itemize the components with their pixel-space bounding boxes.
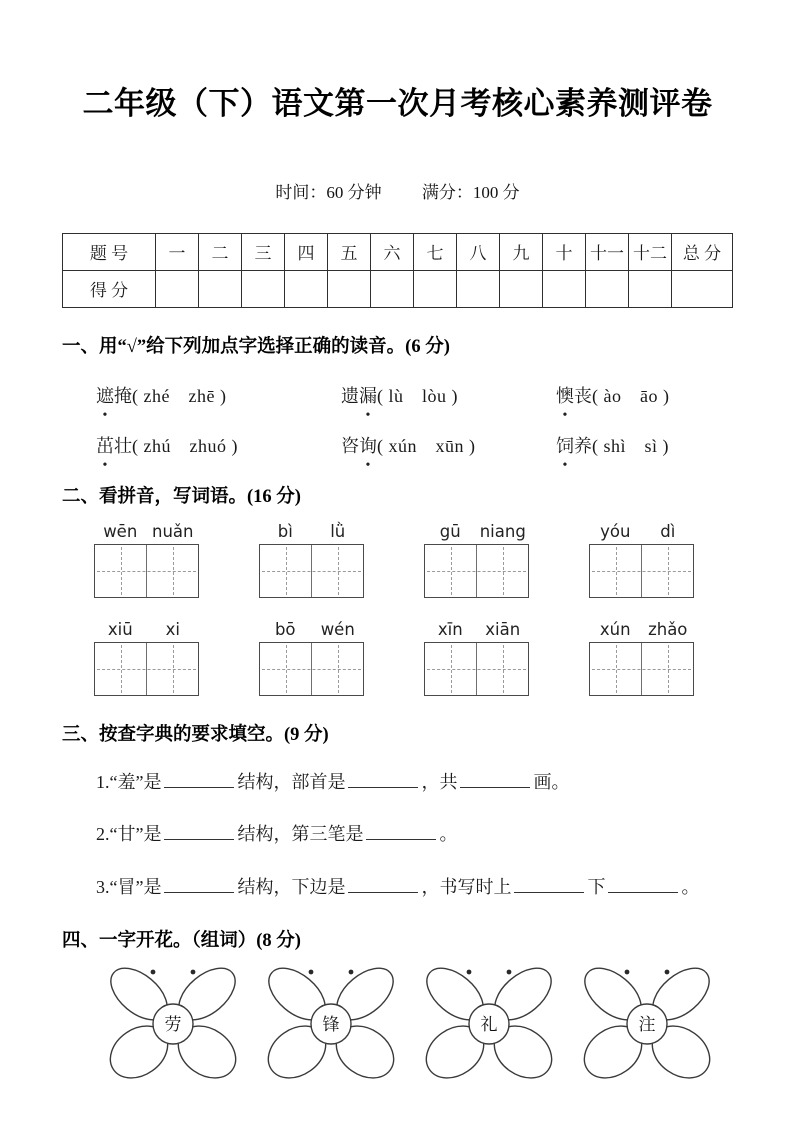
score-cell [242, 270, 285, 307]
flower-diagram-icon [416, 964, 562, 1086]
petal-tip-dot-icon [665, 970, 670, 975]
petal-tip-dot-icon [467, 970, 472, 975]
question-text: 结构，第三笔是 [237, 824, 364, 845]
score-table-col-header: 九 [500, 233, 543, 270]
flower-center-char: 礼 [480, 1015, 498, 1035]
score-table-col-header: 二 [199, 233, 242, 270]
petal-tip-dot-icon [309, 970, 314, 975]
score-table [62, 233, 733, 308]
score-row-label: 得 分 [63, 270, 156, 307]
flower-center-char: 注 [638, 1015, 656, 1035]
pinyin-syllable: xún [599, 619, 631, 639]
pinyin-syllable: bì [277, 521, 293, 541]
score-table-header-row [63, 233, 733, 270]
word-char: 掩 [114, 385, 132, 406]
pinyin-syllable: niang [479, 521, 526, 541]
target-word [96, 436, 132, 456]
writing-cell [95, 545, 146, 597]
writing-grid [94, 642, 199, 696]
question-text: ，共 [421, 771, 458, 792]
score-cell [500, 270, 543, 307]
score-cell [285, 270, 328, 307]
score-cell [156, 270, 199, 307]
section-three-heading: 三、按查字典的要求填空。(9 分) [62, 724, 329, 745]
score-table-col-header: 七 [414, 233, 457, 270]
word-char: 壮 [114, 435, 132, 456]
writing-cell [146, 643, 198, 695]
writing-cell [425, 643, 476, 695]
dotted-char: 饲 [556, 435, 574, 456]
answer-blank [366, 821, 436, 840]
answer-blank [514, 874, 584, 893]
pinyin-label [259, 522, 364, 541]
section-one [62, 332, 733, 458]
answer-blank [164, 821, 234, 840]
dictionary-question [96, 873, 733, 902]
section-three [62, 720, 733, 902]
full-score-label: 满分：100 分 [421, 182, 520, 202]
pinyin-syllable: gū [439, 521, 461, 541]
writing-grid [424, 544, 529, 598]
pinyin-syllable: xi [165, 619, 180, 639]
writing-cell [641, 643, 693, 695]
dictionary-question [96, 820, 733, 849]
score-cell [629, 270, 672, 307]
pinyin-choice-item [96, 382, 341, 408]
dotted-char: 懊 [556, 385, 574, 406]
writing-cell [425, 545, 476, 597]
answer-blank [348, 769, 418, 788]
pinyin-syllable: wēn [103, 521, 138, 541]
question-number-label: 题 号 [63, 233, 156, 270]
writing-grid [259, 544, 364, 598]
score-table-col-header: 十一 [586, 233, 629, 270]
writing-cell [311, 643, 363, 695]
word-flower [100, 964, 246, 1091]
writing-cell [260, 545, 311, 597]
section-four [62, 926, 733, 1091]
answer-blank [164, 874, 234, 893]
score-table-col-header: 三 [242, 233, 285, 270]
score-table-col-header: 十 [543, 233, 586, 270]
score-table-col-header: 四 [285, 233, 328, 270]
writing-cell [590, 545, 641, 597]
dotted-char: 询 [359, 435, 377, 456]
pronunciation-options: ( zhú zhuó ) [132, 435, 238, 456]
dictionary-questions [96, 768, 733, 902]
pinyin-syllable: zhǎo [648, 619, 688, 639]
writing-cell [95, 643, 146, 695]
score-cell [328, 270, 371, 307]
target-word [556, 436, 592, 456]
pinyin-writing-item [589, 522, 694, 598]
pinyin-label [424, 522, 529, 541]
petal-tip-dot-icon [349, 970, 354, 975]
writing-cell [590, 643, 641, 695]
pinyin-choice-item [556, 432, 733, 458]
writing-cell [641, 545, 693, 597]
pinyin-syllable: dì [660, 521, 676, 541]
flower-center-char: 锋 [322, 1015, 340, 1035]
writing-cell [476, 643, 528, 695]
pinyin-writing-item [259, 620, 364, 696]
question-text: 结构，部首是 [237, 771, 346, 792]
pinyin-label [94, 620, 199, 639]
pinyin-choice-item [341, 382, 556, 408]
dotted-char: 茁 [96, 435, 114, 456]
pinyin-writing-item [424, 522, 529, 598]
score-cell [586, 270, 629, 307]
score-cell [199, 270, 242, 307]
pinyin-writing-item [259, 522, 364, 598]
pinyin-writing-item [589, 620, 694, 696]
pinyin-writing-item [94, 620, 199, 696]
word-char: 咨 [341, 435, 359, 456]
score-table-col-header: 六 [371, 233, 414, 270]
question-text: 下 [587, 877, 606, 898]
petal-tip-dot-icon [625, 970, 630, 975]
pinyin-choice-item [556, 382, 733, 408]
writing-grid [94, 544, 199, 598]
writing-cell [311, 545, 363, 597]
petal-tip-dot-icon [151, 970, 156, 975]
pinyin-syllable: xiū [107, 619, 133, 639]
question-text: 。 [681, 877, 700, 898]
pronunciation-options: ( ào āo ) [592, 385, 670, 406]
score-cell [457, 270, 500, 307]
pinyin-writing-item [424, 620, 529, 696]
answer-blank [348, 874, 418, 893]
pronunciation-options: ( lù lòu ) [377, 385, 458, 406]
answer-blank [608, 874, 678, 893]
target-word [96, 386, 132, 406]
writing-grid [424, 642, 529, 696]
pinyin-syllable: xiān [485, 619, 521, 639]
target-word [341, 436, 377, 456]
section-four-heading: 四、一字开花。（组词）(8 分) [62, 931, 301, 952]
question-text: 3.“冒”是 [96, 877, 162, 898]
pinyin-choice-item [341, 432, 556, 458]
section-two [62, 482, 733, 696]
pinyin-choice-list [96, 382, 733, 458]
word-flower [416, 964, 562, 1091]
score-table-col-header: 一 [156, 233, 199, 270]
score-table-col-header: 十二 [629, 233, 672, 270]
section-two-heading: 二、看拼音，写词语。(16 分) [62, 486, 301, 507]
writing-cell [476, 545, 528, 597]
pinyin-syllable: xīn [437, 619, 463, 639]
question-text: 画。 [533, 771, 570, 792]
score-cell [414, 270, 457, 307]
question-text: 1.“羞”是 [96, 771, 162, 792]
flower-diagram-icon [100, 964, 246, 1086]
score-cell [672, 270, 733, 307]
word-flowers [100, 964, 720, 1091]
pinyin-label [589, 620, 694, 639]
pronunciation-options: ( xún xūn ) [377, 435, 476, 456]
exam-meta [62, 178, 733, 203]
word-char: 养 [574, 435, 592, 456]
pinyin-syllable: wén [320, 619, 355, 639]
score-cell [371, 270, 414, 307]
score-table-col-header: 总 分 [672, 233, 733, 270]
pinyin-syllable: nuǎn [152, 521, 194, 541]
score-cell [543, 270, 586, 307]
pinyin-choice-item [96, 432, 341, 458]
flower-diagram-icon [258, 964, 404, 1086]
answer-blank [164, 769, 234, 788]
pinyin-label [259, 620, 364, 639]
word-char: 遗 [341, 385, 359, 406]
dotted-char: 漏 [359, 385, 377, 406]
flower-diagram-icon [574, 964, 720, 1086]
petal-tip-dot-icon [507, 970, 512, 975]
answer-blank [460, 769, 530, 788]
section-one-heading: 一、用“√”给下列加点字选择正确的读音。(6 分) [62, 336, 450, 357]
pinyin-syllable: lǜ [330, 521, 346, 541]
pronunciation-options: ( zhé zhē ) [132, 385, 227, 406]
question-text: ，书写时上 [421, 877, 512, 898]
writing-cell [260, 643, 311, 695]
word-flower [258, 964, 404, 1091]
writing-cell [146, 545, 198, 597]
question-text: 。 [439, 824, 458, 845]
time-limit-label: 时间：60 分钟 [275, 182, 382, 202]
pronunciation-options: ( shì sì ) [592, 435, 669, 456]
pinyin-label [94, 522, 199, 541]
petal-tip-dot-icon [191, 970, 196, 975]
score-table-col-header: 五 [328, 233, 371, 270]
target-word [556, 386, 592, 406]
word-flower [574, 964, 720, 1091]
pinyin-label [589, 522, 694, 541]
question-text: 2.“甘”是 [96, 824, 162, 845]
pinyin-writing-grids [94, 522, 694, 696]
word-char: 丧 [574, 385, 592, 406]
writing-grid [259, 642, 364, 696]
dotted-char: 遮 [96, 385, 114, 406]
pinyin-syllable: bō [274, 619, 296, 639]
writing-grid [589, 544, 694, 598]
pinyin-syllable: yóu [600, 521, 631, 541]
target-word [341, 386, 377, 406]
score-table-col-header: 八 [457, 233, 500, 270]
writing-grid [589, 642, 694, 696]
question-text: 结构，下边是 [237, 877, 346, 898]
pinyin-writing-item [94, 522, 199, 598]
page-title: 二年级（下）语文第一次月考核心素养测评卷 [82, 86, 713, 121]
pinyin-label [424, 620, 529, 639]
flower-center-char: 劳 [164, 1015, 182, 1035]
score-table-score-row [63, 270, 733, 307]
dictionary-question [96, 768, 733, 797]
